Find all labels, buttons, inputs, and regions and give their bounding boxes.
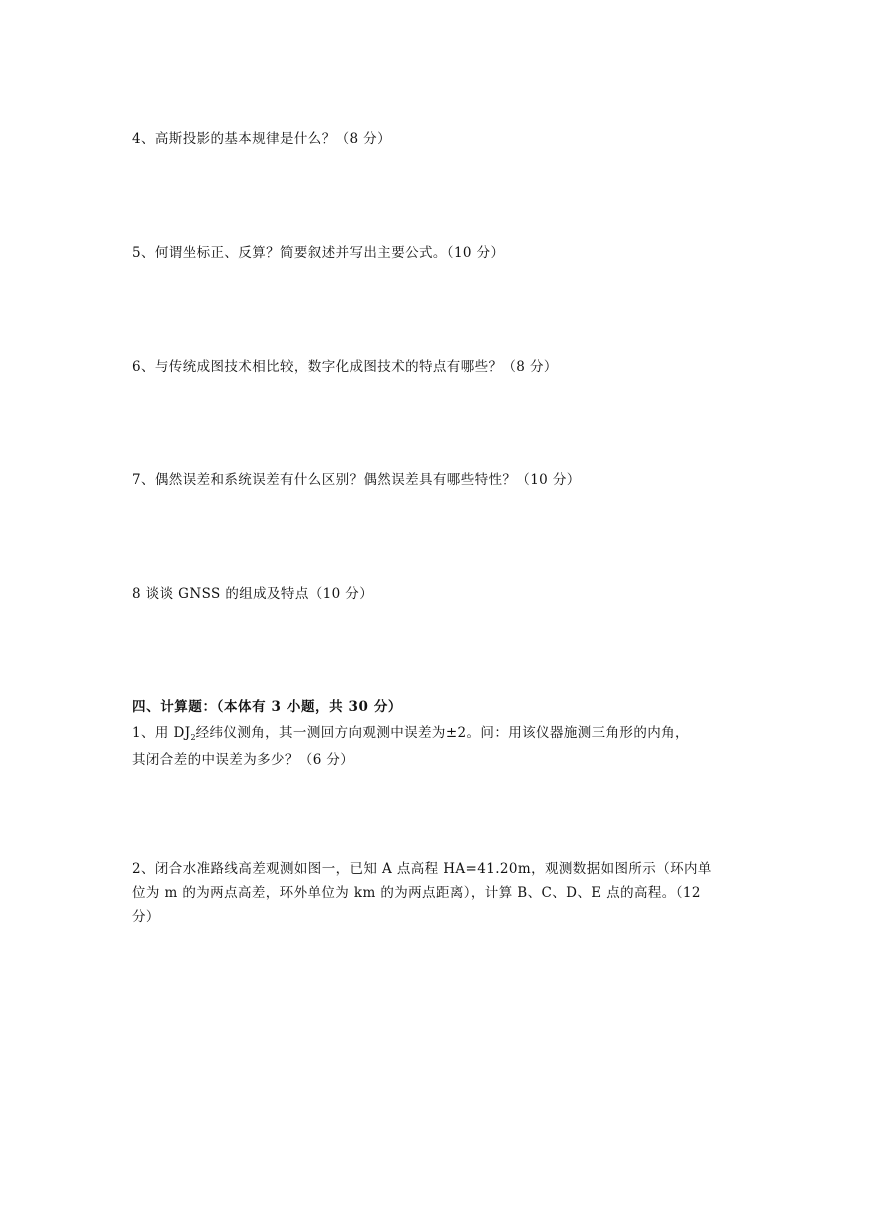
section-heading-calculation: 四、计算题：（本体有 3 小题，共 30 分） [132, 699, 403, 715]
calc-question-1-line-1 [132, 722, 738, 749]
calc-question-2 [132, 857, 738, 929]
calc-question-1-prefix: 1、用 DJ [132, 725, 191, 741]
calc-question-2-line-3: 分） [132, 909, 160, 925]
question-5: 5、何谓坐标正、反算？简要叙述并写出主要公式。（10 分） [132, 245, 505, 261]
calc-question-2-line-2: 位为 m 的为两点高差，环外单位为 km 的为两点距离），计算 B、C、D、E 点的高程。（12 [132, 885, 701, 901]
question-8: 8 谈谈 GNSS 的组成及特点（10 分） [132, 586, 374, 602]
calc-question-1 [132, 722, 738, 772]
instrument-subscript: 2 [190, 733, 196, 742]
calc-question-2-line-1: 2、闭合水准路线高差观测如图一，已知 A 点高程 HA=41.20m，观测数据如图所示（环内单 [132, 861, 712, 877]
calc-question-1-text: 经纬仪测角，其一测回方向观测中误差为±2。问：用该仪器施测三角形的内角， [195, 725, 689, 741]
calc-question-1-line-2: 其闭合差的中误差为多少？（6 分） [132, 752, 355, 768]
question-6: 6、与传统成图技术相比较，数字化成图技术的特点有哪些？（8 分） [132, 359, 558, 375]
question-7: 7、偶然误差和系统误差有什么区别？偶然误差具有哪些特性？（10 分） [132, 472, 581, 488]
question-4: 4、高斯投影的基本规律是什么？（8 分） [132, 131, 391, 147]
